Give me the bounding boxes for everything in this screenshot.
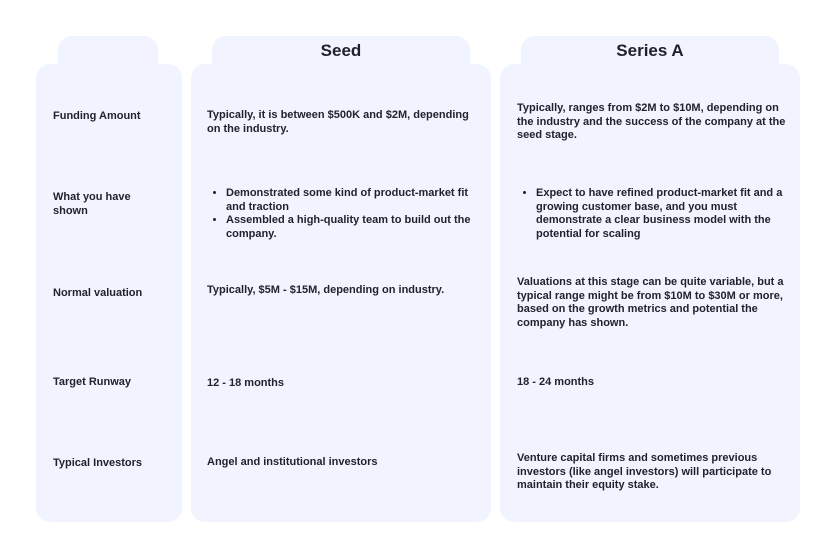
- seed-what-shown: [207, 187, 472, 241]
- series-a-header: Series A: [616, 41, 684, 60]
- seed-what-shown-bullet: • Demonstrated some kind of product-market fit and traction: [226, 187, 472, 214]
- seed-what-shown-bullet: • Assembled a high-quality team to build out the company.: [226, 214, 472, 241]
- series-a-funding-amount: Typically, ranges from $2M to $10M, depending on the industry and the success of the company at the seed stage.: [517, 102, 786, 141]
- row-label-what-shown: What you have shown: [53, 191, 131, 217]
- seed-normal-valuation: Typically, $5M - $15M, depending on industry.: [207, 284, 445, 296]
- row-label-target-runway: Target Runway: [53, 376, 132, 388]
- series-a-what-shown: [517, 187, 787, 241]
- series-a-normal-valuation: Valuations at this stage can be quite variable, but a typical range might be from $10M to $30M or more, based on the growth metrics and potential the company has shown.: [517, 276, 784, 329]
- seed-target-runway: 12 - 18 months: [207, 377, 285, 389]
- seed-header: Seed: [320, 41, 362, 60]
- row-label-funding-amount: Funding Amount: [53, 110, 141, 122]
- series-a-what-shown-bullet: • Expect to have refined product-market fit and a growing customer base, and you must demonstrate a clear business model with the potential for scaling: [536, 187, 787, 241]
- series-a-target-runway: 18 - 24 months: [517, 376, 595, 388]
- row-label-typical-investors: Typical Investors: [53, 457, 143, 469]
- seed-funding-amount: Typically, it is between $500K and $2M, depending on the industry.: [207, 109, 469, 135]
- row-label-normal-valuation: Normal valuation: [53, 287, 143, 299]
- series-a-typical-investors: Venture capital firms and sometimes previous investors (like angel investors) will participate to maintain their equity stake.: [517, 452, 772, 491]
- seed-typical-investors: Angel and institutional investors: [207, 456, 378, 468]
